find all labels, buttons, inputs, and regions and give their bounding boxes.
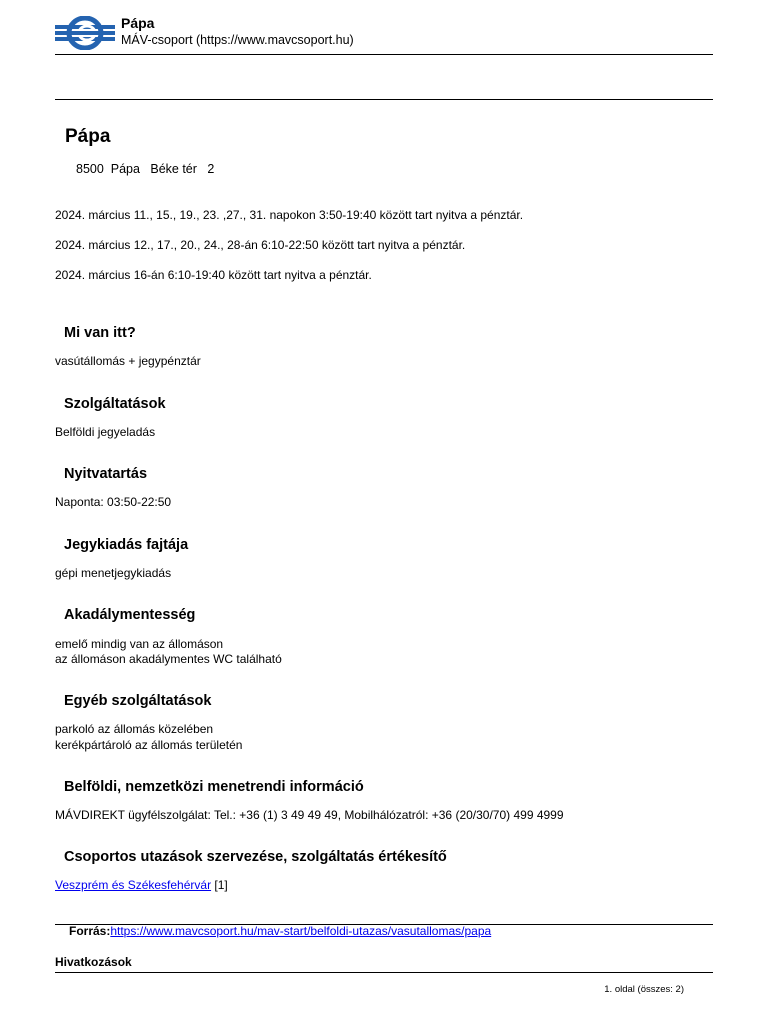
section-text: az állomáson akadálymentes WC található <box>55 652 282 666</box>
footer-divider-bottom <box>55 972 713 973</box>
section-heading-ticket-type: Jegykiadás fajtája <box>64 537 189 553</box>
section-heading-services: Szolgáltatások <box>64 396 166 412</box>
page-title: Pápa <box>65 126 111 147</box>
section-heading-group-travel: Csoportos utazások szervezése, szolgáltatás értékesítő <box>64 849 447 865</box>
section-heading-what-is-here: Mi van itt? <box>64 325 136 341</box>
source-line <box>69 924 491 938</box>
page-number: 1. oldal (összes: 2) <box>604 984 684 995</box>
notice-1: 2024. március 11., 15., 19., 23. ,27., 31. napokon 3:50-19:40 között tart nyitva a pénztár. <box>55 208 524 222</box>
header-subtitle: MÁV-csoport (https://www.mavcsoport.hu) <box>121 33 354 47</box>
references-heading: Hivatkozások <box>55 955 132 969</box>
notice-3: 2024. március 16-án 6:10-19:40 között tart nyitva a pénztár. <box>55 268 372 282</box>
page-header <box>55 14 713 54</box>
section-text: gépi menetjegykiadás <box>55 566 172 580</box>
group-travel-line <box>55 878 228 892</box>
header-divider <box>55 54 713 55</box>
section-text: emelő mindig van az állomáson <box>55 637 224 651</box>
section-text: MÁVDIREKT ügyfélszolgálat: Tel.: +36 (1) 3 49 49 49, Mobilhálózatról: +36 (20/30/70) 499 4999 <box>55 808 564 822</box>
section-heading-timetable-info: Belföldi, nemzetközi menetrendi információ <box>64 779 364 795</box>
section-text: parkoló az állomás közelében <box>55 722 214 736</box>
header-title: Pápa <box>121 15 155 31</box>
section-heading-accessibility: Akadálymentesség <box>64 607 196 623</box>
section-heading-opening-hours: Nyitvatartás <box>64 466 148 482</box>
station-address: 8500 Pápa Béke tér 2 <box>76 162 215 176</box>
mav-logo-icon <box>55 16 115 50</box>
content-divider <box>55 99 713 100</box>
section-text: Belföldi jegyeladás <box>55 425 156 439</box>
group-travel-link[interactable]: Veszprém és Székesfehérvár <box>55 878 212 892</box>
section-text: Naponta: 03:50-22:50 <box>55 495 172 509</box>
reference-marker: [1] <box>214 878 228 892</box>
section-heading-other-services: Egyéb szolgáltatások <box>64 693 212 709</box>
source-link[interactable]: https://www.mavcsoport.hu/mav-start/belfoldi-utazas/vasutallomas/papa <box>110 924 492 938</box>
section-text: kerékpártároló az állomás területén <box>55 738 243 752</box>
notice-2: 2024. március 12., 17., 20., 24., 28-án 6:10-22:50 között tart nyitva a pénztár. <box>55 238 466 252</box>
section-text: vasútállomás + jegypénztár <box>55 354 201 368</box>
source-label: Forrás: <box>69 924 111 938</box>
